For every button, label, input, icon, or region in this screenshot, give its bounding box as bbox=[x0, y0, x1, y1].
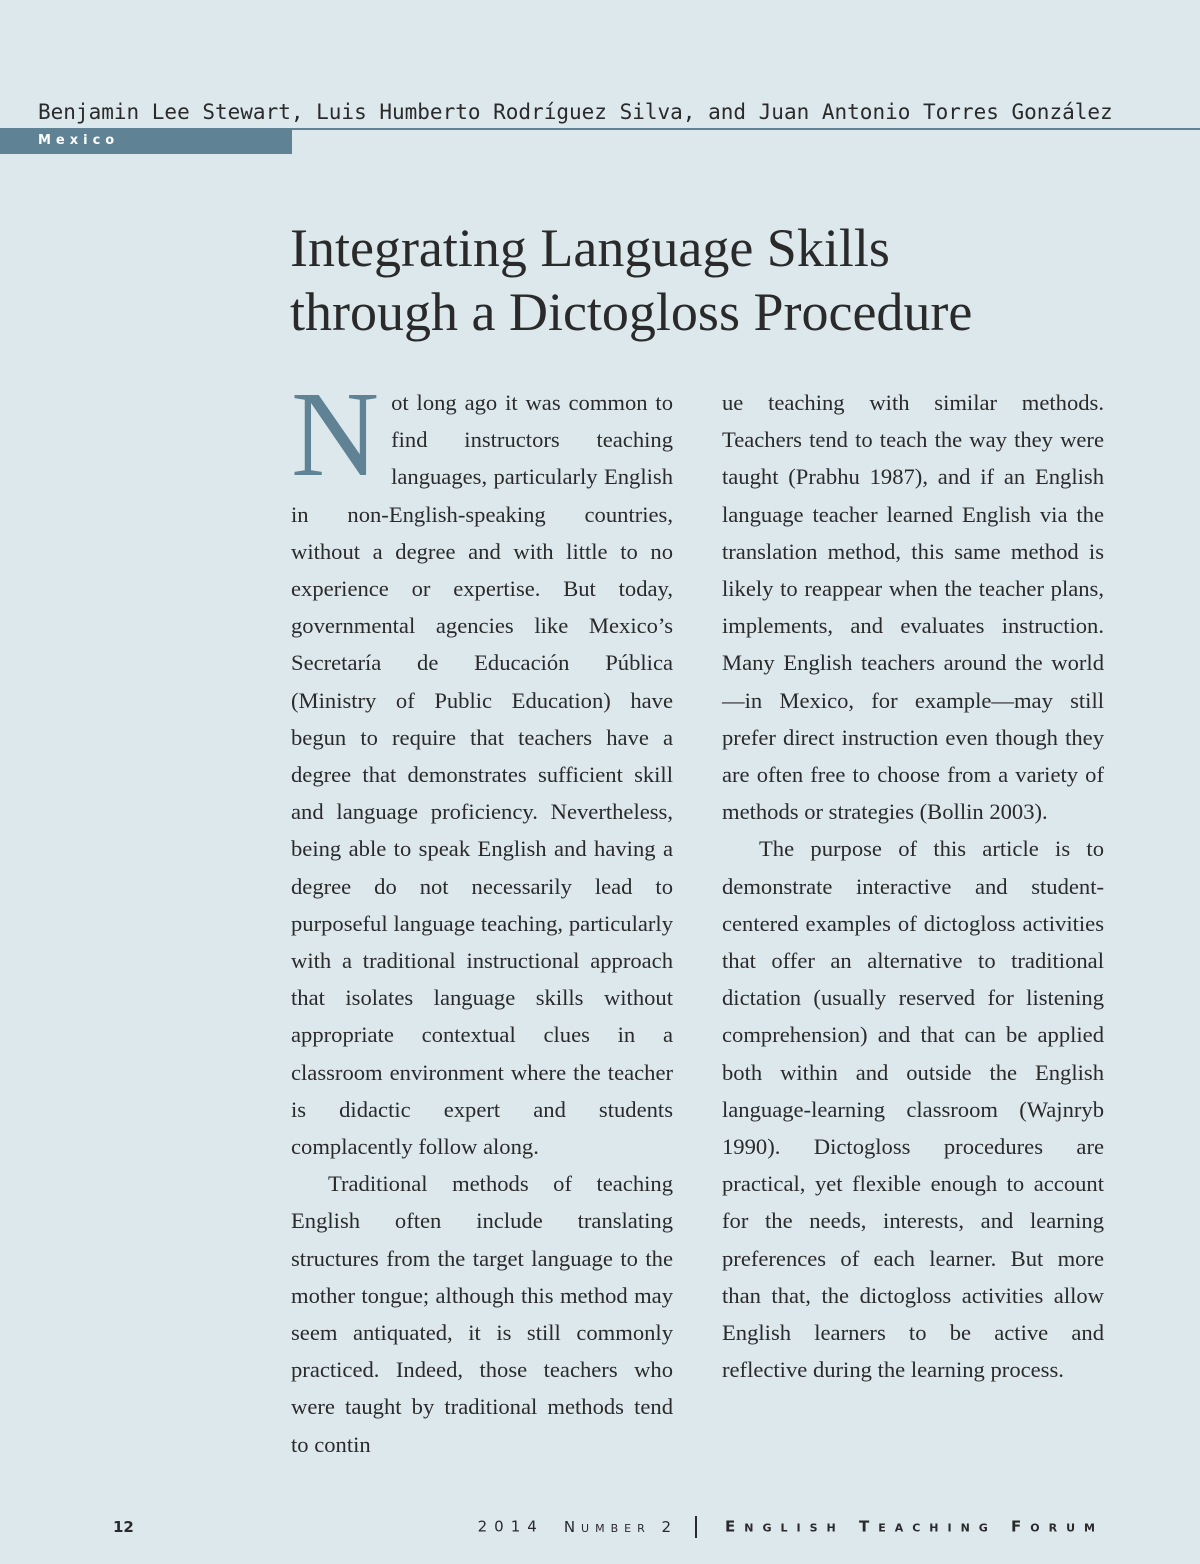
body-column-left bbox=[291, 367, 673, 1463]
title-line-1: Integrating Language Skills bbox=[290, 218, 890, 278]
footer-journal: English Teaching Forum bbox=[725, 1517, 1104, 1536]
author-line: Benjamin Lee Stewart, Luis Humberto Rodríguez Silva, and Juan Antonio Torres González bbox=[38, 100, 1113, 124]
paragraph-2-end: ue teaching with similar methods. Teachers tend to teach the way they were taught (Prabhu 1987), and if an English language teacher learned English via the translation method, this same method is likely to reappear when the teacher plans, implements, and evaluates instruction. Many English teachers around the world—in Mexico, for example—may still prefer direct instruction even though they are often free to choose from a variety of methods or strategies (Bollin 2003). bbox=[722, 390, 1104, 825]
paragraph-2-start: Traditional methods of teaching English often include translating structures from the target language to the mother tongue; although this method may seem antiquated, it is still commonly practiced. Indeed, those teachers who were taught by traditional methods tend to contin bbox=[291, 1171, 673, 1457]
body-column-right bbox=[722, 384, 1104, 1388]
country-bar bbox=[0, 130, 292, 154]
article-title bbox=[290, 216, 1150, 344]
title-line-2: through a Dictogloss Procedure bbox=[290, 282, 973, 342]
paragraph-1-text: ot long ago it was common to find instructors teaching languages, particularly English in non-English-speaking countries, without a degree and with little to no experience or expertise. But today, governmental agencies like Mexico’s Secretaría de Educación Pública (Ministry of Public Education) have begun to require that teachers have a degree that demonstrates sufficient skill and language proficiency. Nevertheless, being able to speak English and having a degree do not necessarily lead to purposeful language teaching, particularly with a traditional instructional approach that isolates language skills without appropriate contextual clues in a classroom environment where the teacher is didactic expert and students complacently follow along. bbox=[291, 390, 673, 1160]
country-label: Mexico bbox=[38, 133, 120, 148]
footer-issue: Number 2 bbox=[563, 1517, 678, 1536]
paragraph-1 bbox=[291, 367, 673, 1165]
drop-cap: N bbox=[291, 367, 380, 502]
page-number: 12 bbox=[113, 1518, 134, 1536]
footer-year: 2014 bbox=[477, 1517, 544, 1536]
footer-info bbox=[478, 1516, 1104, 1538]
paragraph-3: The purpose of this article is to demonstrate interactive and student-centered examples of dictogloss activities that offer an alternative to traditional dictation (usually reserved for listening comprehension) and that can be applied both within and outside the English language-learning classroom (Wajnryb 1990). Dictogloss procedures are practical, yet flexible enough to account for the needs, interests, and learning preferences of each learner. But more than that, the dictogloss activities allow English learners to be active and reflective during the learning process. bbox=[722, 836, 1104, 1383]
footer-separator bbox=[695, 1516, 697, 1538]
